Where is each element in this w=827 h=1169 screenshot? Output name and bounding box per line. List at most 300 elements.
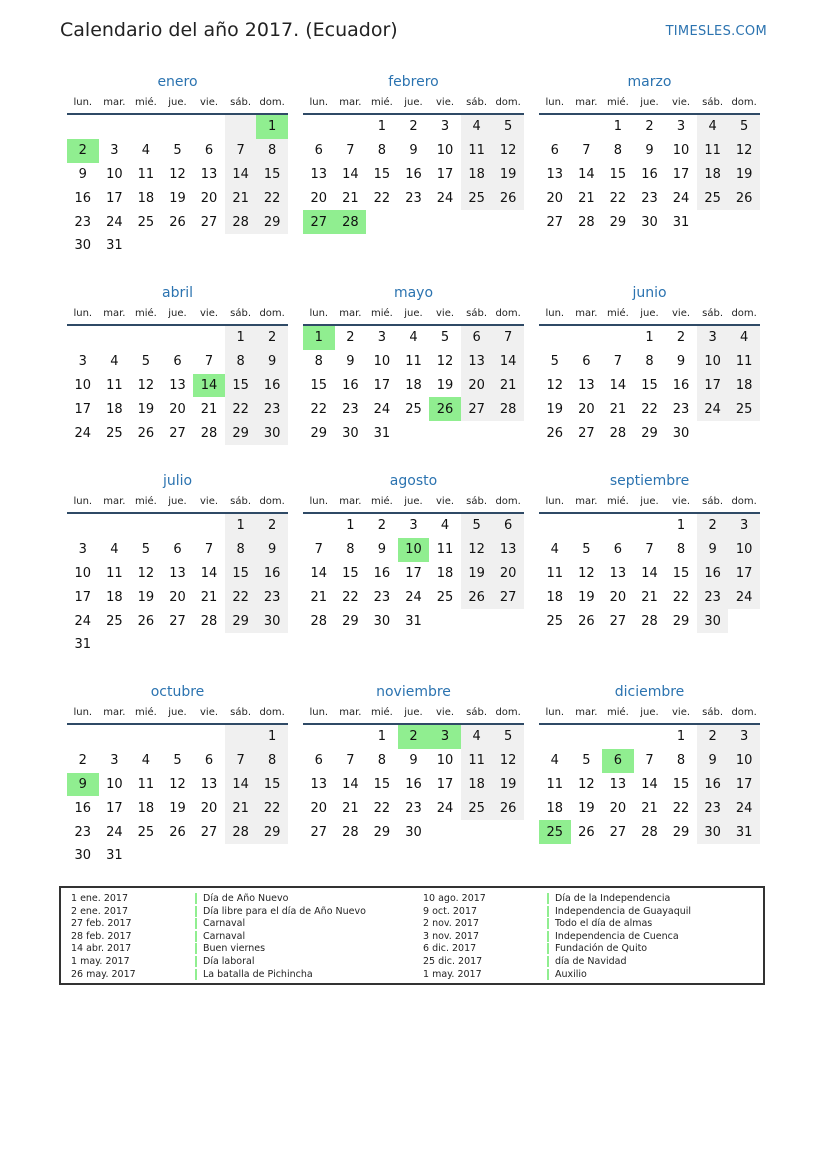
holiday-date: 9 oct. 2017 <box>423 905 478 917</box>
day-cell: 5 <box>173 143 182 159</box>
weekday-label: vie. <box>200 308 219 319</box>
day-cell: 23 <box>256 585 288 609</box>
day-cell: 23 <box>405 800 422 816</box>
day-cell: 28 <box>641 613 658 629</box>
day-cell: 26 <box>169 824 186 840</box>
empty-cell <box>67 725 99 749</box>
day-cell: 6 <box>173 354 182 370</box>
day-cell: 31 <box>373 425 391 441</box>
day-cell: 19 <box>492 773 524 797</box>
day-cell: 27 <box>169 613 186 629</box>
legend-row <box>71 906 366 919</box>
day-cell: 15 <box>672 565 690 581</box>
holiday-name: Día de Año Nuevo <box>195 893 288 904</box>
weekday-label: dom. <box>495 308 521 319</box>
empty-cell <box>571 725 603 749</box>
empty-cell <box>193 326 225 350</box>
day-cell: 4 <box>409 330 418 346</box>
holiday-date: 14 abr. 2017 <box>71 943 132 955</box>
day-cell: 21 <box>200 401 218 417</box>
holiday-day-cell: 27 <box>303 210 335 234</box>
day-cell: 26 <box>492 186 524 210</box>
day-cell: 21 <box>225 796 257 820</box>
day-cell: 7 <box>492 326 524 350</box>
legend-row <box>71 956 366 969</box>
month-name: junio <box>632 285 667 301</box>
legend-row <box>71 918 366 931</box>
weekday-label: mar. <box>103 97 126 108</box>
day-cell: 5 <box>582 753 591 769</box>
day-cell: 21 <box>342 800 359 816</box>
day-cell: 14 <box>342 776 359 792</box>
day-cell: 11 <box>461 749 493 773</box>
day-cell: 20 <box>546 190 564 206</box>
empty-cell <box>539 514 571 538</box>
day-cell: 19 <box>137 401 155 417</box>
day-cell: 20 <box>461 374 493 398</box>
weekday-label: vie. <box>672 707 691 718</box>
month-name: mayo <box>393 285 434 301</box>
day-cell: 3 <box>110 143 119 159</box>
day-cell: 21 <box>225 186 257 210</box>
day-cell: 15 <box>256 773 288 797</box>
day-cell: 4 <box>697 115 729 139</box>
day-cell: 18 <box>106 589 123 605</box>
weekday-label: mié. <box>370 97 393 108</box>
holiday-date: 28 feb. 2017 <box>71 930 132 942</box>
day-cell: 2 <box>697 725 729 749</box>
weekday-label: vie. <box>672 496 691 507</box>
day-cell: 22 <box>225 585 257 609</box>
day-cell: 11 <box>546 776 564 792</box>
day-cell: 29 <box>672 613 690 629</box>
empty-cell <box>99 326 131 350</box>
day-cell: 30 <box>405 824 422 840</box>
day-cell: 13 <box>169 565 186 581</box>
day-cell: 26 <box>137 425 155 441</box>
day-grid <box>67 326 288 445</box>
day-cell: 21 <box>609 401 627 417</box>
day-cell: 29 <box>641 425 658 441</box>
day-cell: 18 <box>461 773 493 797</box>
empty-cell <box>99 514 131 538</box>
day-cell: 31 <box>74 637 92 653</box>
month-junio <box>539 284 760 445</box>
day-cell: 26 <box>728 186 760 210</box>
day-cell: 19 <box>461 562 493 586</box>
weekday-label: lun. <box>309 97 329 108</box>
empty-cell <box>539 115 571 139</box>
day-cell: 7 <box>314 542 323 558</box>
weekday-label: jue. <box>640 707 659 718</box>
day-cell: 12 <box>578 776 595 792</box>
weekday-header <box>539 496 760 514</box>
page-title: Calendario del año 2017. (Ecuador) <box>60 19 398 41</box>
day-cell: 3 <box>409 518 418 534</box>
day-cell: 24 <box>436 800 454 816</box>
day-cell: 13 <box>578 377 595 393</box>
day-cell: 28 <box>641 824 658 840</box>
day-cell: 29 <box>310 425 328 441</box>
day-grid <box>539 115 760 234</box>
empty-cell <box>303 725 335 749</box>
month-name: diciembre <box>614 684 685 700</box>
day-cell: 9 <box>346 354 355 370</box>
day-cell: 30 <box>672 425 690 441</box>
day-cell: 15 <box>256 163 288 187</box>
day-cell: 22 <box>342 589 359 605</box>
day-cell: 21 <box>342 190 359 206</box>
empty-cell <box>539 725 571 749</box>
month-name: septiembre <box>609 473 690 489</box>
weekday-label: jue. <box>404 707 423 718</box>
empty-cell <box>130 115 162 139</box>
day-cell: 27 <box>200 214 218 230</box>
day-cell: 15 <box>672 776 690 792</box>
day-cell: 30 <box>373 613 391 629</box>
day-cell: 20 <box>609 800 627 816</box>
day-cell: 16 <box>342 377 359 393</box>
day-cell: 21 <box>200 589 218 605</box>
holiday-date: 6 dic. 2017 <box>423 943 477 955</box>
day-cell: 31 <box>672 214 690 230</box>
day-cell: 1 <box>676 729 686 745</box>
day-cell: 24 <box>436 190 454 206</box>
empty-cell <box>67 115 99 139</box>
day-cell: 29 <box>373 824 391 840</box>
day-cell: 8 <box>377 143 387 159</box>
day-cell: 19 <box>137 589 155 605</box>
day-cell: 12 <box>169 776 186 792</box>
legend-row <box>423 943 691 956</box>
day-cell: 5 <box>492 115 524 139</box>
day-grid <box>539 725 760 844</box>
day-cell: 11 <box>106 565 123 581</box>
weekday-label: mié. <box>606 496 629 507</box>
day-cell: 8 <box>676 753 686 769</box>
day-cell: 10 <box>728 749 760 773</box>
day-cell: 25 <box>461 186 493 210</box>
day-grid <box>67 514 288 657</box>
day-cell: 25 <box>405 401 422 417</box>
day-cell: 30 <box>641 214 658 230</box>
day-cell: 4 <box>110 354 119 370</box>
day-cell: 19 <box>546 401 564 417</box>
day-cell: 25 <box>137 824 155 840</box>
day-cell: 5 <box>728 115 760 139</box>
day-grid <box>303 115 524 234</box>
day-cell: 15 <box>225 374 257 398</box>
day-cell: 27 <box>200 824 218 840</box>
day-cell: 7 <box>645 542 654 558</box>
day-cell: 3 <box>440 119 450 135</box>
month-mayo <box>303 284 524 445</box>
empty-cell <box>130 326 162 350</box>
day-cell: 8 <box>225 538 257 562</box>
day-cell: 20 <box>200 800 218 816</box>
weekday-header <box>67 97 288 115</box>
day-cell: 29 <box>672 824 690 840</box>
day-cell: 7 <box>204 354 214 370</box>
weekday-label: dom. <box>731 308 757 319</box>
day-cell: 20 <box>169 589 186 605</box>
holiday-date: 25 dic. 2017 <box>423 955 483 967</box>
day-cell: 23 <box>641 190 658 206</box>
day-cell: 29 <box>609 214 627 230</box>
day-cell: 10 <box>672 143 690 159</box>
day-cell: 10 <box>373 354 391 370</box>
day-cell: 6 <box>461 326 493 350</box>
day-cell: 14 <box>578 166 595 182</box>
day-cell: 28 <box>310 613 328 629</box>
month-julio <box>67 472 288 657</box>
day-cell: 18 <box>106 401 123 417</box>
empty-cell <box>602 326 634 350</box>
day-cell: 17 <box>436 776 454 792</box>
day-cell: 23 <box>697 585 729 609</box>
day-cell: 19 <box>169 190 186 206</box>
day-cell: 27 <box>546 214 564 230</box>
weekday-label: dom. <box>731 496 757 507</box>
day-cell: 4 <box>550 753 559 769</box>
weekday-header <box>67 707 288 725</box>
weekday-label: mié. <box>134 308 157 319</box>
day-cell: 17 <box>106 800 123 816</box>
day-cell: 24 <box>672 190 690 206</box>
weekday-label: lun. <box>73 707 93 718</box>
holiday-day-cell: 1 <box>256 115 288 139</box>
day-cell: 18 <box>137 190 155 206</box>
holiday-name: Día laboral <box>195 956 254 967</box>
month-name: julio <box>162 473 193 489</box>
day-cell: 1 <box>676 518 686 534</box>
empty-cell <box>539 326 571 350</box>
empty-cell <box>130 725 162 749</box>
weekday-label: mar. <box>575 97 598 108</box>
empty-cell <box>571 115 603 139</box>
holiday-name: Independencia de Guayaquil <box>547 906 691 917</box>
day-cell: 16 <box>672 377 690 393</box>
day-cell: 10 <box>728 538 760 562</box>
weekday-label: vie. <box>436 707 455 718</box>
day-cell: 2 <box>377 518 387 534</box>
day-cell: 11 <box>137 776 155 792</box>
weekday-label: vie. <box>436 97 455 108</box>
empty-cell <box>67 514 99 538</box>
day-cell: 18 <box>461 163 493 187</box>
day-cell: 20 <box>310 190 328 206</box>
day-cell: 27 <box>609 613 627 629</box>
weekday-label: dom. <box>731 707 757 718</box>
empty-cell <box>225 725 257 749</box>
day-cell: 6 <box>314 143 323 159</box>
day-cell: 23 <box>74 824 92 840</box>
day-cell: 3 <box>728 725 760 749</box>
holiday-date: 1 may. 2017 <box>423 968 482 980</box>
day-cell: 30 <box>697 820 729 844</box>
day-cell: 17 <box>672 166 690 182</box>
day-cell: 8 <box>346 542 355 558</box>
weekday-label: vie. <box>200 97 219 108</box>
empty-cell <box>571 326 603 350</box>
day-cell: 8 <box>377 753 387 769</box>
weekday-label: vie. <box>436 496 455 507</box>
month-name: enero <box>157 74 198 90</box>
holiday-date: 27 feb. 2017 <box>71 918 132 930</box>
weekday-label: sáb. <box>702 496 724 507</box>
day-cell: 18 <box>436 565 454 581</box>
holiday-date: 3 nov. 2017 <box>423 930 479 942</box>
day-cell: 4 <box>440 518 450 534</box>
day-cell: 18 <box>405 377 422 393</box>
day-cell: 18 <box>546 589 564 605</box>
brand-logo[interactable]: TIMESLES.COM <box>665 24 767 39</box>
holiday-date: 10 ago. 2017 <box>423 893 486 904</box>
empty-cell <box>634 514 666 538</box>
weekday-header <box>303 97 524 115</box>
day-cell: 9 <box>256 350 288 374</box>
holiday-day-cell: 6 <box>602 749 634 773</box>
weekday-label: dom. <box>259 496 285 507</box>
weekday-label: jue. <box>404 496 423 507</box>
month-abril <box>67 284 288 445</box>
day-cell: 22 <box>641 401 658 417</box>
day-cell: 28 <box>342 824 359 840</box>
holiday-date: 1 ene. 2017 <box>71 893 128 904</box>
day-cell: 12 <box>169 166 186 182</box>
empty-cell <box>602 725 634 749</box>
day-cell: 22 <box>373 800 391 816</box>
day-cell: 17 <box>106 190 123 206</box>
day-cell: 26 <box>492 796 524 820</box>
empty-cell <box>602 514 634 538</box>
weekday-label: jue. <box>168 97 187 108</box>
day-cell: 20 <box>310 800 328 816</box>
day-cell: 9 <box>78 166 87 182</box>
weekday-label: vie. <box>436 308 455 319</box>
day-cell: 1 <box>377 729 387 745</box>
day-cell: 16 <box>641 166 658 182</box>
weekday-label: mar. <box>103 308 126 319</box>
weekday-header <box>67 308 288 326</box>
empty-cell <box>193 514 225 538</box>
weekday-label: sáb. <box>466 496 488 507</box>
holiday-name: Auxilio <box>547 969 587 980</box>
day-cell: 13 <box>461 350 493 374</box>
day-cell: 7 <box>346 143 355 159</box>
weekday-label: vie. <box>200 496 219 507</box>
weekday-label: mar. <box>339 308 362 319</box>
day-cell: 7 <box>225 139 257 163</box>
day-cell: 10 <box>106 166 123 182</box>
weekday-label: vie. <box>672 308 691 319</box>
day-cell: 17 <box>373 377 391 393</box>
day-cell: 4 <box>728 326 760 350</box>
day-cell: 3 <box>697 326 729 350</box>
day-cell: 15 <box>373 166 391 182</box>
holiday-day-cell: 9 <box>67 773 99 797</box>
weekday-label: sáb. <box>230 97 252 108</box>
day-cell: 9 <box>697 538 729 562</box>
day-cell: 18 <box>697 163 729 187</box>
day-cell: 22 <box>373 190 391 206</box>
month-diciembre <box>539 683 760 844</box>
weekday-label: lun. <box>73 496 93 507</box>
day-grid <box>303 725 524 844</box>
day-cell: 7 <box>582 143 591 159</box>
day-cell: 27 <box>461 397 493 421</box>
weekday-label: dom. <box>259 707 285 718</box>
month-octubre <box>67 683 288 868</box>
day-cell: 2 <box>409 119 418 135</box>
day-cell: 2 <box>697 514 729 538</box>
holiday-legend <box>59 886 765 985</box>
weekday-label: mié. <box>370 707 393 718</box>
legend-column-left <box>71 893 366 981</box>
day-cell: 5 <box>492 725 524 749</box>
day-cell: 9 <box>409 753 418 769</box>
day-cell: 2 <box>78 753 87 769</box>
day-cell: 20 <box>492 562 524 586</box>
day-cell: 13 <box>609 776 627 792</box>
day-cell: 22 <box>310 401 328 417</box>
day-cell: 6 <box>204 753 214 769</box>
day-cell: 8 <box>225 350 257 374</box>
day-cell: 10 <box>74 565 92 581</box>
legend-row <box>71 969 366 982</box>
weekday-label: mar. <box>103 496 126 507</box>
day-cell: 25 <box>461 796 493 820</box>
weekday-label: mié. <box>134 496 157 507</box>
weekday-header <box>539 308 760 326</box>
day-cell: 27 <box>578 425 595 441</box>
day-cell: 25 <box>728 397 760 421</box>
day-cell: 22 <box>256 186 288 210</box>
day-cell: 23 <box>342 401 359 417</box>
weekday-header <box>539 97 760 115</box>
holiday-day-cell: 10 <box>398 538 430 562</box>
day-cell: 26 <box>169 214 186 230</box>
day-cell: 13 <box>169 377 186 393</box>
day-cell: 12 <box>492 749 524 773</box>
day-cell: 27 <box>310 824 328 840</box>
day-cell: 19 <box>169 800 186 816</box>
day-grid <box>303 514 524 633</box>
day-cell: 14 <box>492 350 524 374</box>
day-cell: 3 <box>78 354 87 370</box>
day-cell: 8 <box>676 542 686 558</box>
day-cell: 10 <box>436 753 454 769</box>
month-name: octubre <box>150 684 205 700</box>
month-noviembre <box>303 683 524 844</box>
weekday-header <box>539 707 760 725</box>
day-cell: 2 <box>256 514 288 538</box>
legend-row <box>71 931 366 944</box>
day-cell: 13 <box>609 565 627 581</box>
empty-cell <box>162 326 194 350</box>
holiday-name: Carnaval <box>195 931 245 942</box>
day-cell: 6 <box>492 514 524 538</box>
day-cell: 15 <box>641 377 658 393</box>
day-cell: 11 <box>546 565 564 581</box>
weekday-label: lun. <box>309 707 329 718</box>
holiday-name: La batalla de Pichincha <box>195 969 313 980</box>
day-cell: 7 <box>613 354 623 370</box>
day-cell: 9 <box>409 143 418 159</box>
legend-row <box>423 956 691 969</box>
day-cell: 10 <box>697 350 729 374</box>
day-cell: 20 <box>609 589 627 605</box>
